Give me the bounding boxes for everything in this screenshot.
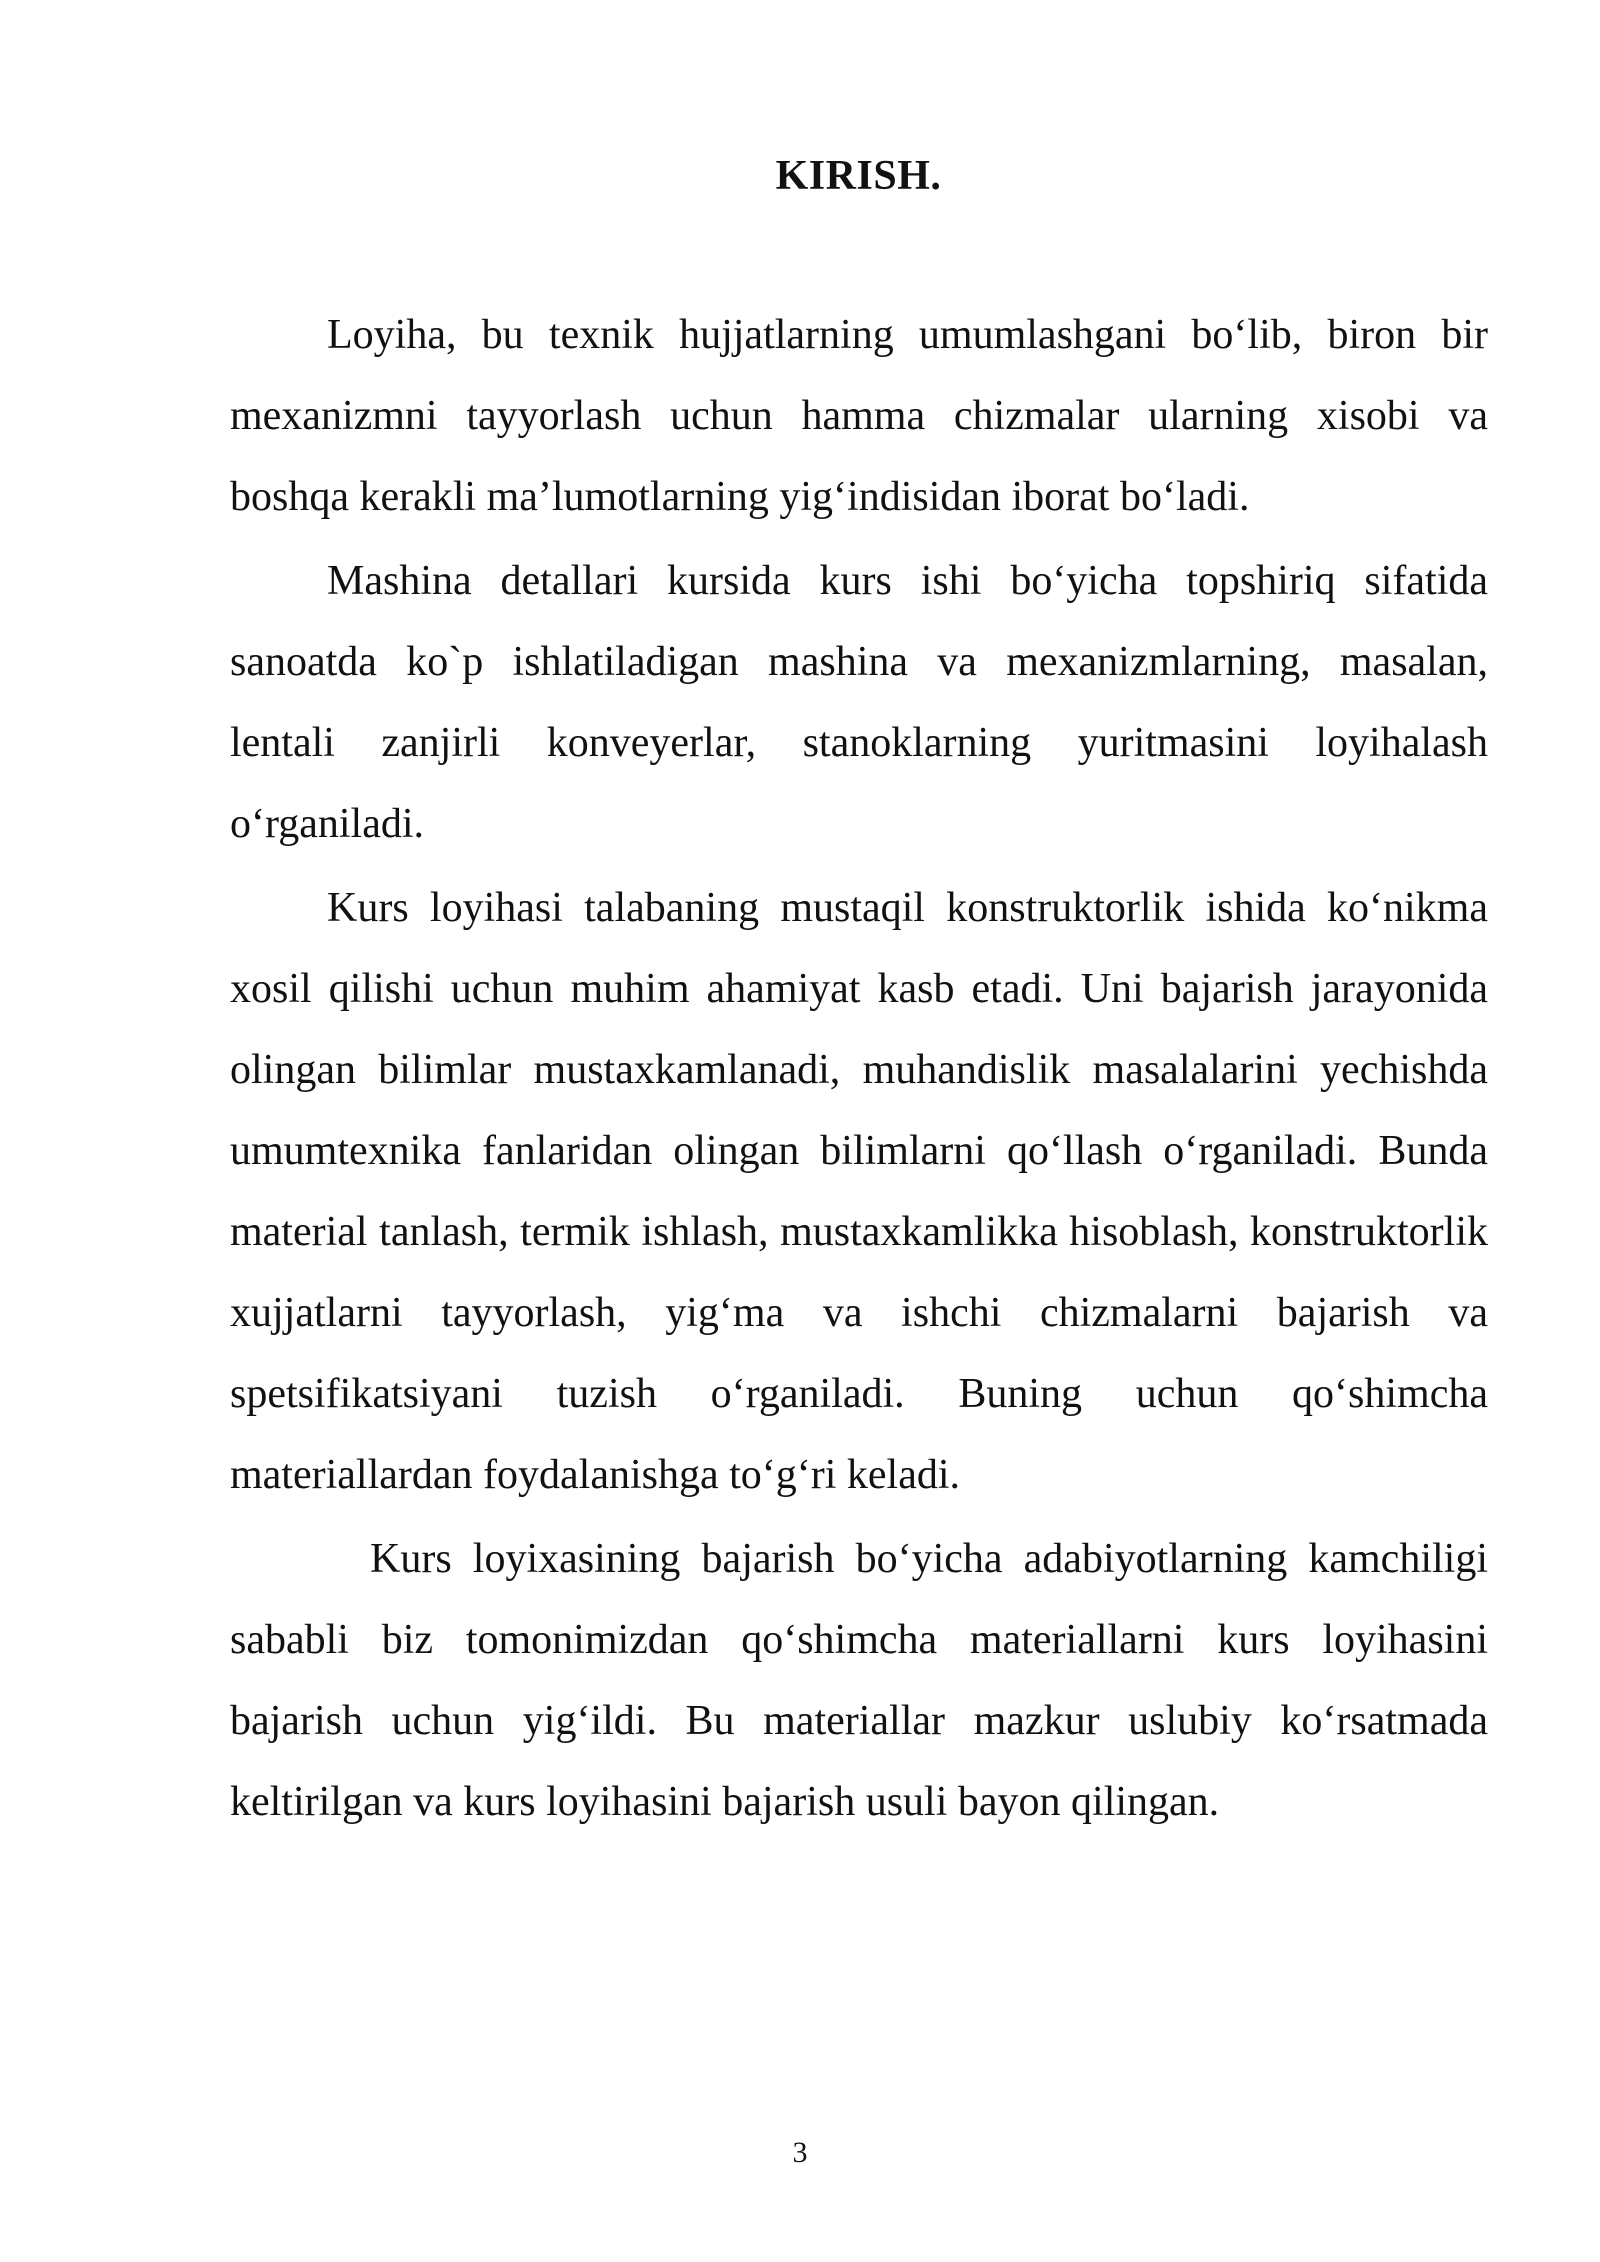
paragraph-4: Kurs loyixasining bajarish bo‘yicha adabiyotlarning kamchiligi sababli biz tomonimizdan qo‘shimcha materiallarni kurs loyihasini bajarish uchun yig‘ildi. Bu materiallar mazkur uslubiy ko‘rsatmada keltirilgan va kurs loyihasini bajarish usuli bayon qilingan. <box>230 1536 1488 1825</box>
paragraph-3: Kurs loyihasi talabaning mustaqil konstruktorlik ishida ko‘nikma xosil qilishi uchun muhim ahamiyat kasb etadi. Uni bajarish jarayonida olingan bilimlar mustaxkamlanadi, muhandislik masalalarini yechishda umumtexnika fanlaridan olingan bilimlarni qo‘llash o‘rganiladi. Bunda material tanlash, termik ishlash, mustaxkamlikka hisoblash, konstruktorlik xujjatlarni tayyorlash, yig‘ma va ishchi chizmalarni bajarish va spetsifikatsiyani tuzish o‘rganiladi. Buning uchun qo‘shimcha materiallardan foydalanishga to‘g‘ri keladi. <box>230 885 1488 1498</box>
body-text <box>230 295 1488 1843</box>
page-number: 3 <box>792 2136 808 2169</box>
paragraph-2: Mashina detallari kursida kurs ishi bo‘yicha topshiriq sifatida sanoatda ko`p ishlatiladigan mashina va mexanizmlarning, masalan, lentali zanjirli konveyerlar, stanoklarning yuritmasini loyihalash o‘rganiladi. <box>230 558 1488 847</box>
page-title: KIRISH. <box>775 153 942 199</box>
paragraph-1: Loyiha, bu texnik hujjatlarning umumlashgani bo‘lib, biron bir mexanizmni tayyorlash uchun hamma chizmalar ularning xisobi va boshqa kerakli ma’lumotlarning yig‘indisidan iborat bo‘ladi. <box>230 312 1488 520</box>
